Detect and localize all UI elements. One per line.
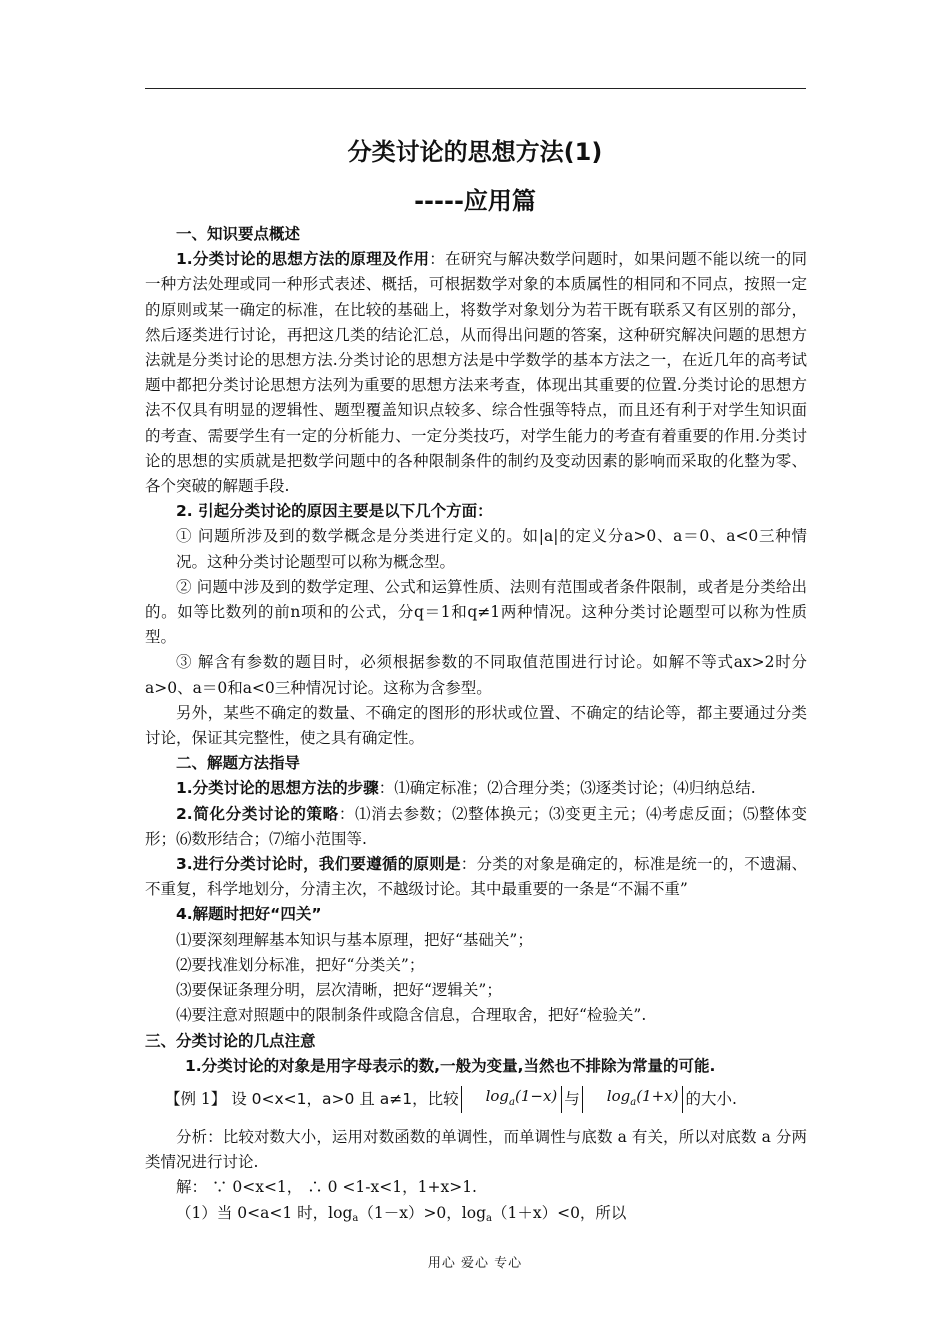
log-argument: (1−x) — [514, 1087, 558, 1106]
analysis-paragraph: 分析：比较对数大小，运用对数函数的单调性，而单调性与底数 a 有关，所以对底数 a 分两类情况进行讨论. — [145, 1127, 807, 1172]
section-heading-1: 一、知识要点概述 — [176, 225, 301, 243]
list-item-concept: ① 问题所涉及到的数学概念是分类进行定义的。如|a|的定义分a>0、a＝0、a<0三种情况。这种分类讨论题型可以称为概念型。 — [176, 527, 807, 571]
list-item: ⑴要深刻理解基本知识与基本原理，把好“基础关”； — [176, 930, 533, 949]
example-end: 的大小. — [685, 1089, 737, 1108]
paragraph-strategies — [145, 802, 807, 852]
example-tag: 【例 1】 — [165, 1089, 227, 1108]
paragraph-text: ：分类的对象是确定的，标准是统一的，不遗漏、不重复，科学地划分，分清主次，不越级讨论。其中最重要的一条是“不漏不重” — [145, 855, 807, 899]
paragraph-other: 另外，某些不确定的数量、不确定的图形的形状或位置、不确定的结论等，都主要通过分类讨论，保证其完整性，使之具有确定性。 — [145, 703, 807, 748]
log-argument: (1+x) — [636, 1087, 679, 1106]
paragraph-principle — [145, 247, 807, 499]
note-1: 1.分类讨论的对象是用字母表示的数,一般为变量,当然也不排除为常量的可能. — [185, 1056, 716, 1075]
log-label: log — [606, 1087, 631, 1106]
paragraph-text: ：在研究与解决数学问题时，如果问题不能以统一的同一种方法处理或同一种形式表述、概括，可根据数学对象的本质属性的相同和不同点，按照一定的原则或某一确定的标准，在比较的基础上，将数学对象划分为若干既有联系又有区别的部分，然后逐类进行讨论，再把这几类的结论汇总，从而得出问题的答案，这种研究解决问题的思想方法就是分类讨论的思想方法.分类讨论的思想方法是中学数学的基本方法之一，在近几年的高考试题中都把分类讨论思想方法列为重要的思想方法来考查，体现出其重要的位置.分类讨论的思想方法不仅具有明显的逻辑性、题型覆盖知识点较多、综合性强等特点，而且还有利于对学生知识面的考查、需要学生有一定的分析能力、一定分类技巧，对学生能力的考查有着重要的作用.分类讨论的思想的实质就是把数学问题中的各种限制条件的制约及变动因素的影响而采取的化整为零、各个突破的解题手段. — [145, 250, 807, 496]
case-text: （1）当 0<a<1 时，log — [176, 1203, 353, 1222]
list-item-parameter: ③ 解含有参数的题目时，必须根据参数的不同取值范围进行讨论。如解不等式ax>2时分a>0、a＝0和a<0三种情况讨论。这称为含参型。 — [145, 653, 807, 697]
section-heading-3: 三、分类讨论的几点注意 — [145, 1031, 316, 1050]
log-label: log — [485, 1087, 510, 1106]
list-item: ⑶要保证条理分明，层次清晰，把好“逻辑关”； — [176, 981, 502, 1000]
example-1 — [145, 1079, 807, 1119]
page-title: 分类讨论的思想方法(1) — [347, 138, 603, 166]
paragraph-principles — [145, 852, 807, 902]
section-heading-2: 二、解题方法指导 — [176, 754, 301, 773]
list-item: ⑷要注意对照题中的限制条件或隐含信息，合理取舍，把好“检验关”. — [176, 1006, 647, 1025]
paragraph-steps — [145, 776, 807, 801]
paragraph-text: ：⑴确定标准；⑵合理分类；⑶逐类讨论；⑷归纳总结. — [378, 779, 756, 798]
solution-line: 解： ∵ 0<x<1， ∴ 0 <1-x<1，1+x>1. — [176, 1178, 477, 1197]
case-text: （1－x）>0，log — [358, 1203, 487, 1222]
paragraph-label: 2.简化分类讨论的策略 — [176, 804, 339, 823]
paragraph-label: 1.分类讨论的思想方法的步骤 — [176, 779, 379, 798]
log-base: a — [509, 1097, 515, 1109]
example-text: 设 0<x<1，a>0 且 a≠1，比较 — [226, 1089, 459, 1108]
subheading-causes: 2. 引起分类讨论的原因主要是以下几个方面： — [176, 502, 493, 521]
log-base: a — [486, 1212, 492, 1224]
paragraph-label: 3.进行分类讨论时，我们要遵循的原则是 — [176, 855, 461, 874]
header-rule — [145, 88, 806, 89]
page-footer: 用心 爱心 专心 — [427, 1256, 523, 1271]
example-connector: 与 — [564, 1089, 580, 1108]
case-text: （1＋x）<0，所以 — [491, 1203, 627, 1222]
list-item: ⑵要找准划分标准，把好“分类关”； — [176, 955, 425, 974]
page-subtitle: -----应用篇 — [414, 187, 536, 215]
case-1-line — [145, 1201, 807, 1231]
formula-log-1-plus-x — [582, 1086, 684, 1113]
log-base: a — [630, 1097, 637, 1109]
subheading-four-checks: 4.解题时把好“四关” — [176, 905, 322, 924]
log-base: a — [352, 1212, 359, 1224]
paragraph-label: 1.分类讨论的思想方法的原理及作用 — [176, 250, 430, 269]
paragraph-text: ：⑴消去参数；⑵整体换元；⑶变更主元；⑷考虑反面；⑸整体变形；⑹数形结合；⑺缩小范围等. — [145, 804, 807, 848]
formula-log-1-minus-x — [461, 1086, 563, 1113]
document-body — [145, 222, 807, 1231]
list-item-property: ② 问题中涉及到的数学定理、公式和运算性质、法则有范围或者条件限制，或者是分类给出的。如等比数列的前n项和的公式，分q＝1和q≠1两种情况。这种分类讨论题型可以称为性质型。 — [145, 577, 807, 647]
